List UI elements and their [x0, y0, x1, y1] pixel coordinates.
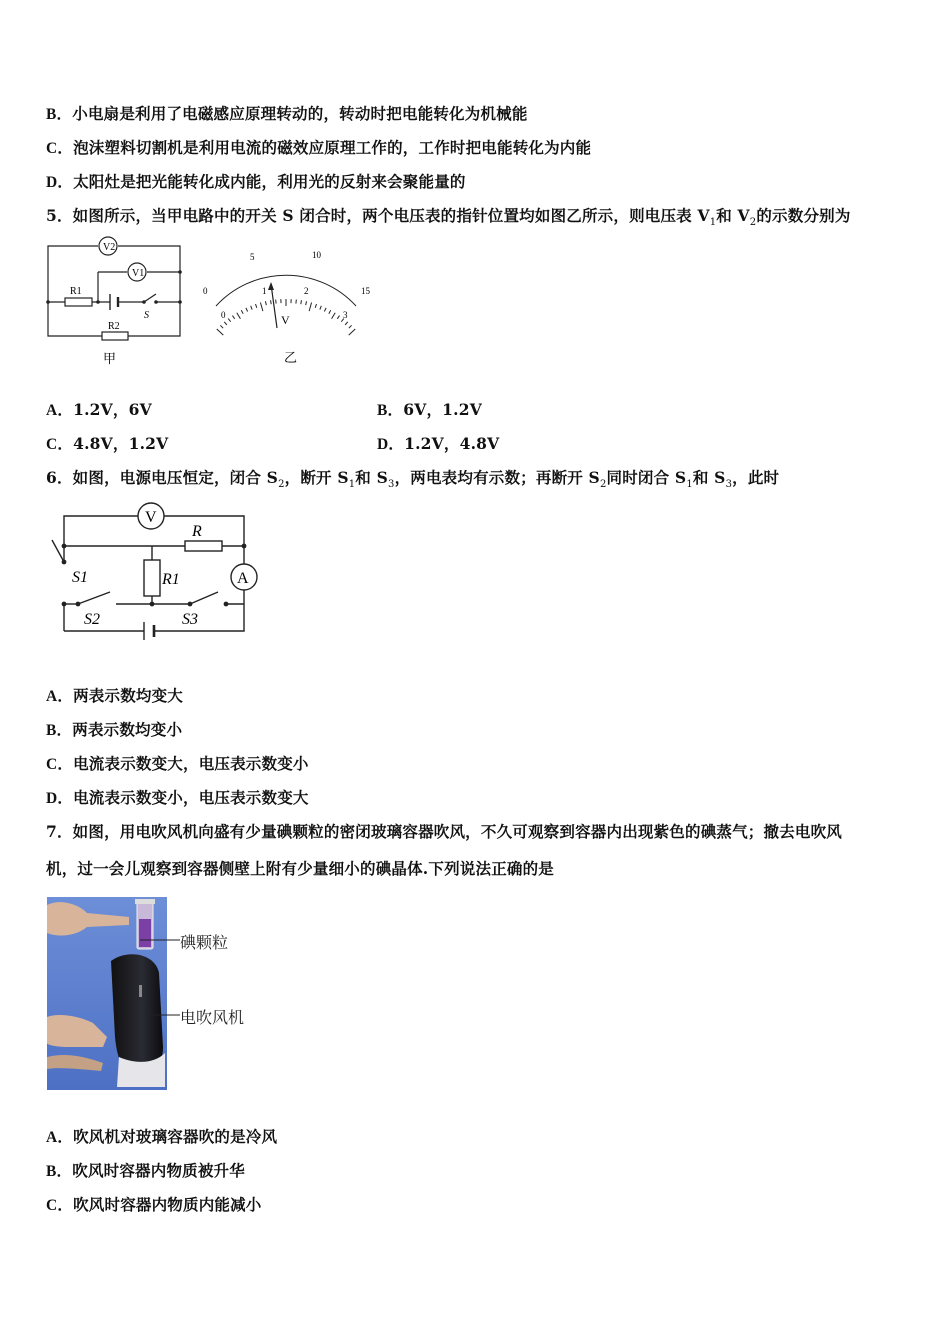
q7-stem-text: 7．如图，用电吹风机向盛有少量碘颗粒的密闭玻璃容器吹风，不久可观察到容器内出现紫色的碘蒸气；撤去电吹风 [46, 822, 842, 841]
q5-option-b [377, 398, 482, 420]
q6-stem-g: ，此时 [732, 468, 780, 487]
q6-sub: 2 [278, 479, 285, 491]
q6-s1-label: S1 [72, 569, 88, 586]
q6-circuit-diagram [40, 500, 270, 650]
q6-sub: 3 [388, 479, 395, 491]
dial-tick [271, 300, 272, 304]
q6-r1-label: R1 [162, 571, 180, 588]
dial-tick [301, 300, 302, 304]
q5-option-d [377, 432, 499, 454]
option-text: 吹风时容器内物质内能减小 [73, 1195, 262, 1214]
iodine-leader-line [140, 938, 182, 942]
q5-option-a [46, 398, 152, 420]
q5-voltmeter-dial [198, 244, 378, 369]
option-key: C． [46, 436, 74, 453]
dial-tick [237, 313, 241, 319]
dial-tick [224, 322, 227, 325]
r2-label: R2 [108, 321, 120, 332]
option-key: D． [377, 436, 405, 453]
option-text: 吹风时容器内物质被升华 [72, 1161, 245, 1180]
q6-sub: 3 [725, 479, 733, 491]
option-key: A． [46, 402, 74, 419]
q5-stem-b: 和 V [716, 206, 750, 225]
dial-top-10: 10 [312, 250, 321, 260]
dial-bottom-1: 1 [262, 286, 267, 296]
fig-yi-label: 乙 [284, 350, 298, 365]
q6-s3-label: S3 [182, 611, 198, 628]
option-text: 1.2V，6V [73, 400, 152, 419]
q6-voltmeter-label: V [145, 509, 157, 526]
option-key: A． [46, 688, 74, 705]
option-key: B． [46, 106, 73, 123]
option-text: 电流表示数变大，电压表示数变小 [73, 754, 309, 773]
option-key: B． [377, 402, 404, 419]
q6-sub: 1 [348, 479, 356, 491]
dial-bottom-0: 0 [221, 310, 226, 320]
q6-stem-a: 6．如图，电源电压恒定，闭合 S [46, 468, 279, 487]
q4-option-b [46, 102, 528, 124]
v1-label: V1 [132, 268, 145, 279]
dial-tick [241, 310, 243, 314]
dial-tick [320, 306, 321, 310]
q6-stem-b: ，断开 S [284, 468, 349, 487]
r1-label: R1 [70, 286, 82, 297]
dial-needle [271, 284, 277, 328]
option-text: 4.8V，1.2V [73, 434, 169, 453]
dial-tick [345, 322, 348, 325]
q7-option-b [46, 1159, 245, 1181]
q5-stem-a: 5．如图所示，当甲电路中的开关 S 闭合时，两个电压表的指针位置均如图乙所示，则电压表 V [46, 206, 710, 225]
option-text: 两表示数均变小 [72, 720, 183, 739]
option-key: D． [46, 174, 74, 191]
option-text: 两表示数均变大 [73, 686, 183, 705]
dial-top-0: 0 [203, 286, 208, 296]
label-hair-dryer: 电吹风机 [180, 1008, 245, 1027]
option-key: A． [46, 1129, 74, 1146]
option-key: B． [46, 1163, 73, 1180]
option-text: 6V，1.2V [403, 400, 482, 419]
q6-option-d [46, 786, 309, 808]
option-text: 泡沫塑料切割机是利用电流的磁效应原理工作的，工作时把电能转化为内能 [73, 138, 592, 157]
q6-stem-f: 和 S [692, 468, 726, 487]
q6-s2-label: S2 [84, 611, 100, 628]
dial-top-5: 5 [250, 252, 255, 262]
q6-sub: 2 [599, 479, 607, 491]
option-text: 1.2V，4.8V [404, 434, 500, 453]
q7-option-a [46, 1125, 277, 1147]
q5-stem-c: 的示数分别为 [756, 206, 851, 225]
dial-tick [329, 310, 331, 314]
q4-option-c [46, 136, 591, 158]
dial-tick [220, 325, 223, 328]
q7-hair-dryer-photo [47, 897, 167, 1090]
q5-stem [46, 204, 851, 228]
option-text: 电流表示数变小，电压表示数变大 [73, 788, 309, 807]
v2-label: V2 [103, 242, 116, 253]
dial-tick [251, 306, 252, 310]
dial-tick [349, 325, 352, 328]
dial-tick [337, 316, 339, 319]
q7-stem-line1 [46, 820, 842, 842]
q5-sub2: 2 [749, 217, 757, 229]
q5-sub1: 1 [709, 217, 717, 229]
q6-option-a [46, 684, 183, 706]
q4-option-d [46, 170, 466, 192]
meter-v-label: V [281, 313, 290, 327]
q5-option-c [46, 432, 168, 454]
q6-ammeter-label: A [237, 570, 249, 587]
option-key: C． [46, 756, 74, 773]
option-text: 小电扇是利用了电磁感应原理转动的，转动时把电能转化为机械能 [72, 104, 528, 123]
q7-stem-line2 [46, 857, 554, 879]
dial-tick [246, 308, 248, 312]
q6-stem-c: 和 S [355, 468, 388, 487]
dial-top-15: 15 [361, 286, 370, 296]
dial-tick [260, 302, 262, 311]
option-key: B． [46, 722, 73, 739]
q6-stem-d: ，两电表均有示数；再断开 S [394, 468, 600, 487]
dial-tick [232, 316, 234, 319]
option-text: 太阳灶是把光能转化成内能，利用光的反射来会聚能量的 [73, 172, 466, 191]
q6-stem-e: 同时闭合 S [606, 468, 687, 487]
q6-r-label: R [192, 523, 202, 540]
dial-tick [306, 301, 307, 305]
dial-tick [256, 304, 257, 308]
switch-label: S [144, 310, 149, 321]
dial-bottom-3: 3 [343, 310, 348, 320]
option-key: D． [46, 790, 74, 807]
dial-tick [228, 319, 230, 322]
dial-bottom-2: 2 [304, 286, 309, 296]
dial-tick [265, 301, 266, 305]
dial-tick [332, 313, 336, 319]
dial-tick [309, 302, 311, 311]
label-iodine-particles: 碘颗粒 [180, 933, 229, 952]
q5-circuit-diagram [40, 232, 190, 372]
fig-jia-label: 甲 [103, 351, 117, 366]
option-key: C． [46, 140, 74, 157]
dial-tick [217, 329, 224, 335]
q7-option-c [46, 1193, 262, 1215]
dial-tick [349, 329, 356, 335]
option-key: C． [46, 1197, 74, 1214]
q6-sub: 1 [686, 479, 693, 491]
q7-stem-text: 机，过一会儿观察到容器侧壁上附有少量细小的碘晶体.下列说法正确的是 [46, 859, 554, 878]
q6-stem [46, 466, 779, 490]
q6-option-c [46, 752, 309, 774]
option-text: 吹风机对玻璃容器吹的是冷风 [73, 1127, 278, 1146]
dial-tick [324, 308, 326, 312]
dial-tick [315, 304, 316, 308]
q6-option-b [46, 718, 182, 740]
dryer-leader-line [150, 1013, 182, 1017]
